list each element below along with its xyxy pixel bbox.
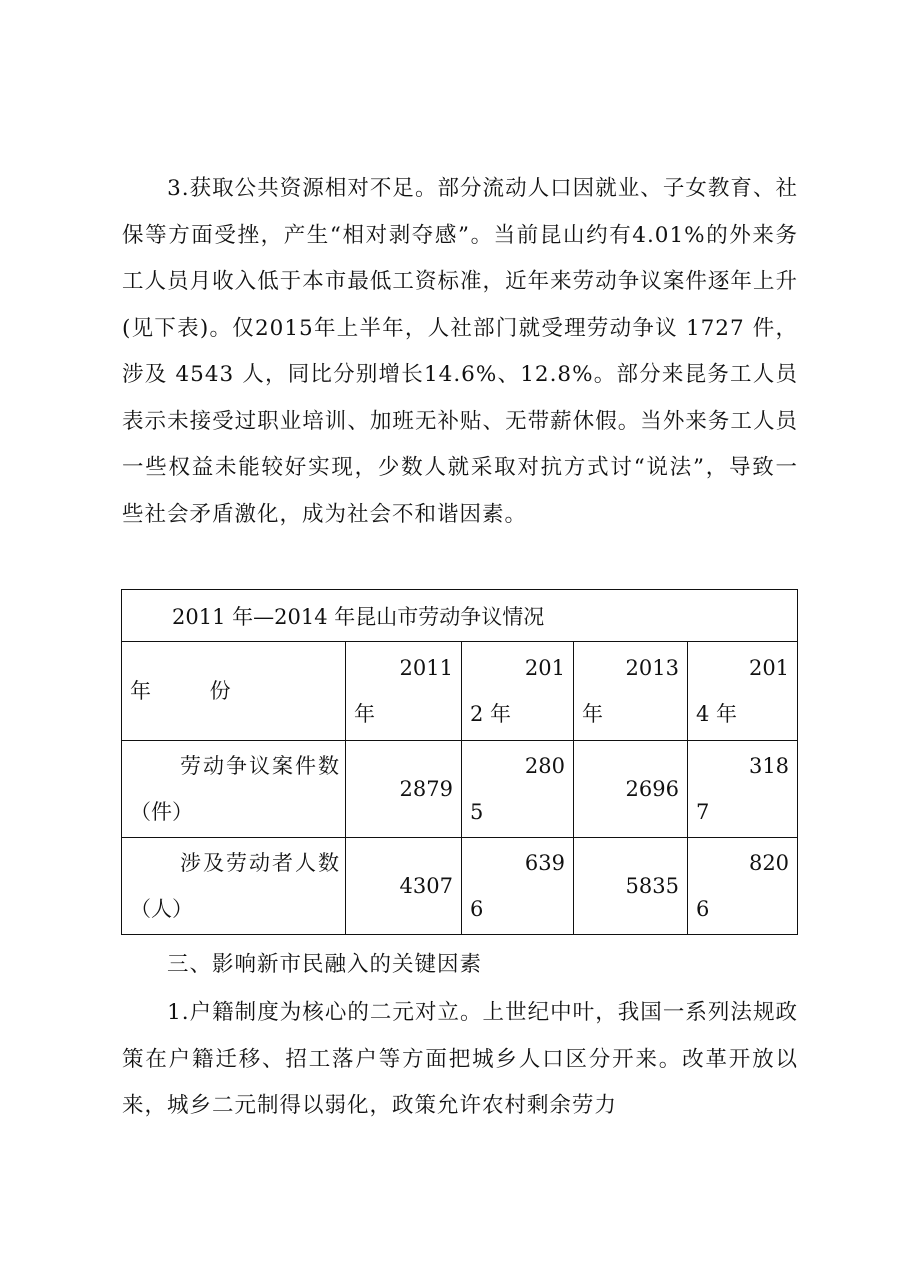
cell-bottom: 6 — [696, 897, 710, 921]
cell-top: 820 — [748, 851, 790, 875]
cell-bottom: 7 — [696, 800, 710, 824]
year-bottom: 2 年 — [470, 702, 512, 726]
cell-workers-2013: 5835 — [574, 838, 688, 935]
cell-bottom: 5 — [470, 800, 484, 824]
year-top: 201 — [748, 656, 790, 680]
table-caption-row — [122, 590, 798, 642]
table-row-workers — [122, 838, 798, 935]
cell-bottom: 6 — [470, 897, 484, 921]
row-label-cases: 劳动争议案件数（件） — [122, 741, 346, 838]
year-bottom: 4 年 — [696, 702, 738, 726]
year-bottom: 年 — [354, 702, 375, 726]
year-bottom: 年 — [582, 702, 603, 726]
table-caption: 2011 年—2014 年昆山市劳动争议情况 — [122, 590, 798, 642]
cell-cases-2012 — [462, 741, 574, 838]
year-top: 2011 — [399, 656, 453, 680]
cell-top: 639 — [524, 851, 565, 875]
header-year-label: 年 份 — [122, 642, 346, 741]
row-label-workers: 涉及劳动者人数（人） — [122, 838, 346, 935]
cell-workers-2012 — [462, 838, 574, 935]
cell-cases-2014 — [688, 741, 798, 838]
cell-workers-2014 — [688, 838, 798, 935]
header-year-2011 — [346, 642, 462, 741]
cell-workers-2011: 4307 — [346, 838, 462, 935]
header-year-2013 — [574, 642, 688, 741]
table-row-cases — [122, 741, 798, 838]
year-top: 2013 — [625, 656, 679, 680]
table-header-row — [122, 642, 798, 741]
header-year-2012 — [462, 642, 574, 741]
cell-cases-2013: 2696 — [574, 741, 688, 838]
body-paragraph-3: 3.获取公共资源相对不足。部分流动人口因就业、子女教育、社保等方面受挫，产生“相对剥夺感”。当前昆山约有4.01%的外来务工人员月收入低于本市最低工资标准，近年来劳动争议案件逐年上升(见下表)。仅2015年上半年，人社部门就受理劳动争议 1727 件，涉及 4543 人，同比分别增长14.6%、12.8%。部分来昆务工人员表示未接受过职业培训、加班无补贴、无带薪休假。当外来务工人员一些权益未能较好实现，少数人就采取对抗方式讨“说法”，导致一些社会矛盾激化，成为社会不和谐因素。 — [122, 176, 798, 527]
body-paragraph-4: 1.户籍制度为核心的二元对立。上世纪中叶，我国一系列法规政策在户籍迁移、招工落户等方面把城乡人口区分开来。改革开放以来，城乡二元制得以弱化，政策允许农村剩余劳力 — [122, 1000, 798, 1118]
cell-top: 318 — [748, 754, 790, 778]
cell-cases-2011: 2879 — [346, 741, 462, 838]
labor-dispute-table — [121, 589, 798, 935]
cell-top: 280 — [524, 754, 565, 778]
year-top: 201 — [524, 656, 565, 680]
section-heading-3: 三、影响新市民融入的关键因素 — [122, 952, 483, 977]
header-year-2014 — [688, 642, 798, 741]
